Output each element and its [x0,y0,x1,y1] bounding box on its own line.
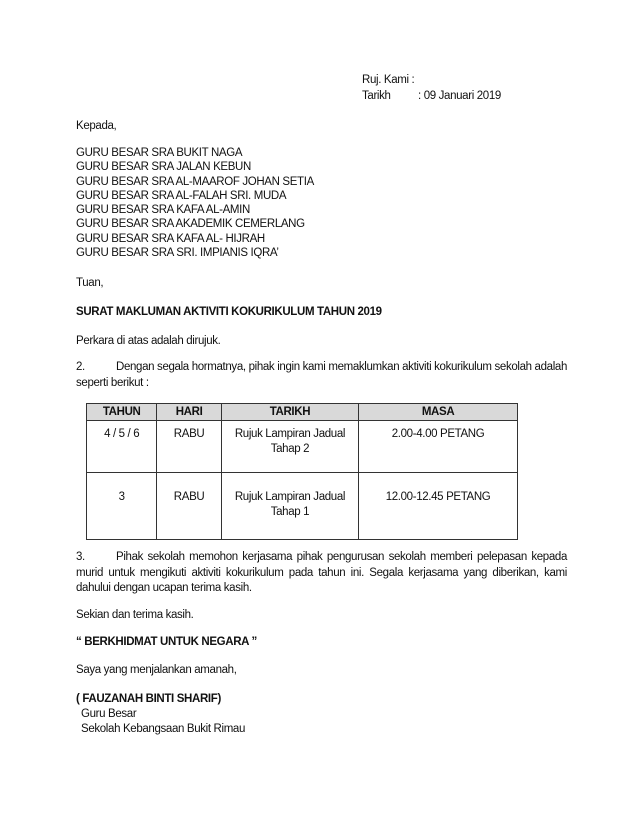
cell-hari: RABU [157,421,221,473]
paragraph-2 [76,360,567,391]
cell-hari: RABU [157,473,221,540]
date-label: Tarikh [362,90,391,102]
addressee: GURU BESAR SRA AL-MAAROF JOHAN SETIA [76,175,314,188]
cell-tahun: 3 [87,473,157,540]
activity-table [86,403,518,540]
closing-line: Sekian dan terima kasih. [76,609,194,621]
addressee: GURU BESAR SRA KAFA AL- HIJRAH [76,232,265,245]
sign-off: Saya yang menjalankan amanah, [76,664,237,676]
cell-tarikh: Rujuk Lampiran Jadual Tahap 2 [221,421,358,473]
paragraph-3-number: 3. [76,551,85,563]
column-header-tarikh: TARIKH [221,404,358,421]
signatory-school: Sekolah Kebangsaan Bukit Rimau [81,723,246,735]
addressee: GURU BESAR SRA KAFA AL-AMIN [76,204,250,217]
salutation-to: Kepada, [76,120,117,132]
cell-masa: 12.00-12.45 PETANG [359,473,518,540]
addressee: GURU BESAR SRA SRI. IMPIANIS IQRA’ [76,247,279,260]
signatory-name: ( FAUZANAH BINTI SHARIF) [76,693,221,705]
paragraph-1: Perkara di atas adalah dirujuk. [76,335,221,347]
cell-tahun: 4 / 5 / 6 [87,421,157,473]
motto: “ BERKHIDMAT UNTUK NEGARA ” [76,636,257,648]
addressee: GURU BESAR SRA AKADEMIK CEMERLANG [76,218,305,231]
reference-label: Ruj. Kami : [362,74,415,86]
paragraph-3-text: Pihak sekolah memohon kerjasama pihak pengurusan sekolah memberi pelepasan kepada murid untuk mengikuti aktiviti kokurikulum pada tahun ini. Segala kerjasama yang diberikan, kami dahului dengan ucapan terima kasih. [76,551,567,594]
signatory-position: Guru Besar [81,708,137,720]
addressee: GURU BESAR SRA JALAN KEBUN [76,161,251,174]
column-header-hari: HARI [157,404,221,421]
column-header-masa: MASA [359,404,518,421]
letter-subject: SURAT MAKLUMAN AKTIVITI KOKURIKULUM TAHUN 2019 [76,306,382,318]
addressee: GURU BESAR SRA BUKIT NAGA [76,147,243,159]
addressee-list [76,146,314,260]
addressee: GURU BESAR SRA AL-FALAH SRI. MUDA [76,189,287,202]
column-header-tahun: TAHUN [87,404,157,421]
paragraph-3 [76,550,567,597]
table-row [87,473,518,540]
paragraph-2-text: Dengan segala hormatnya, pihak ingin kami memaklumkan aktiviti kokurikulum sekolah adalah seperti berikut : [76,361,567,389]
cell-tarikh: Rujuk Lampiran Jadual Tahap 1 [221,473,358,540]
paragraph-2-number: 2. [76,361,85,373]
table-header-row [87,404,518,421]
table-row [87,421,518,473]
date-value: : 09 Januari 2019 [418,90,501,102]
greeting: Tuan, [76,277,104,289]
cell-masa: 2.00-4.00 PETANG [359,421,518,473]
